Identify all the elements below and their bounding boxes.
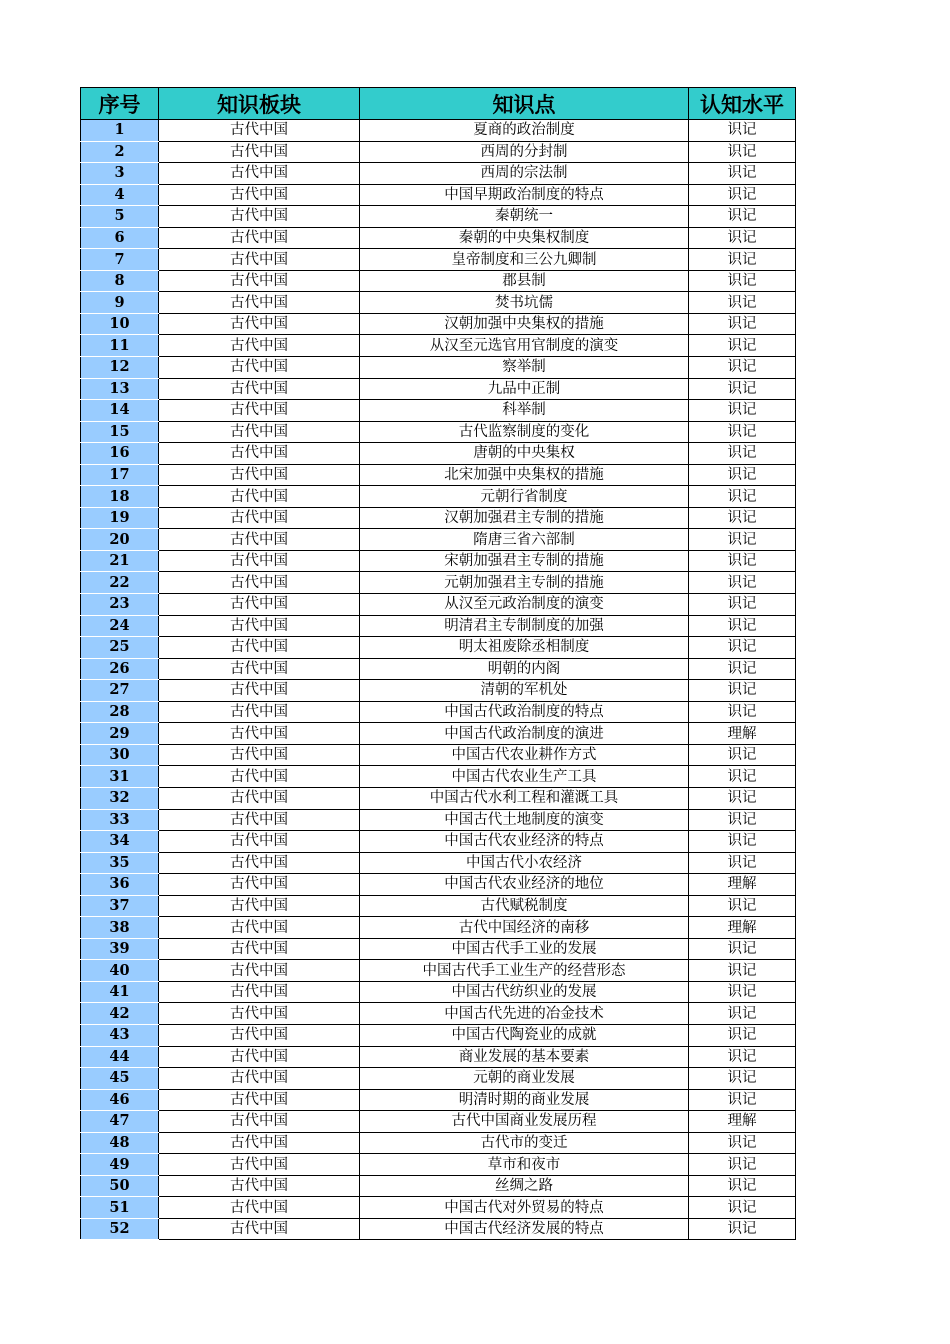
cell-knowledge-point: 中国古代纺织业的发展 [360,981,689,1003]
cell-knowledge-point: 西周的分封制 [360,141,689,163]
table-row [81,486,796,508]
cell-cognitive-level: 识记 [689,680,796,702]
cell-cognitive-level: 理解 [689,917,796,939]
cell-module: 古代中国 [159,120,360,142]
cell-index: 47 [81,1111,159,1133]
cell-index: 6 [81,227,159,249]
cell-knowledge-point: 草市和夜市 [360,1154,689,1176]
table-row [81,1218,796,1240]
cell-index: 7 [81,249,159,271]
cell-index: 9 [81,292,159,314]
cell-index: 37 [81,895,159,917]
cell-knowledge-point: 从汉至元选官用官制度的演变 [360,335,689,357]
cell-cognitive-level: 理解 [689,1111,796,1133]
cell-knowledge-point: 古代中国经济的南移 [360,917,689,939]
cell-index: 39 [81,938,159,960]
cell-knowledge-point: 中国古代农业生产工具 [360,766,689,788]
table-row [81,292,796,314]
cell-knowledge-point: 明太祖废除丞相制度 [360,637,689,659]
table-row [81,184,796,206]
cell-cognitive-level: 识记 [689,981,796,1003]
cell-cognitive-level: 识记 [689,658,796,680]
header-row [81,88,796,120]
cell-cognitive-level: 识记 [689,141,796,163]
cell-cognitive-level: 识记 [689,1132,796,1154]
table-row [81,1197,796,1219]
table-row [81,1132,796,1154]
cell-module: 古代中国 [159,895,360,917]
cell-index: 36 [81,874,159,896]
cell-index: 14 [81,400,159,422]
cell-knowledge-point: 宋朝加强君主专制的措施 [360,550,689,572]
cell-knowledge-point: 明朝的内阁 [360,658,689,680]
table-row [81,831,796,853]
cell-index: 8 [81,270,159,292]
table-row [81,766,796,788]
cell-cognitive-level: 识记 [689,443,796,465]
cell-knowledge-point: 中国古代政治制度的演进 [360,723,689,745]
table-row [81,701,796,723]
cell-module: 古代中国 [159,163,360,185]
cell-knowledge-point: 九品中正制 [360,378,689,400]
cell-module: 古代中国 [159,357,360,379]
header-index: 序号 [81,88,159,120]
cell-module: 古代中国 [159,1024,360,1046]
cell-index: 49 [81,1154,159,1176]
cell-module: 古代中国 [159,680,360,702]
cell-index: 33 [81,809,159,831]
cell-cognitive-level: 识记 [689,1024,796,1046]
cell-module: 古代中国 [159,1132,360,1154]
cell-index: 18 [81,486,159,508]
cell-module: 古代中国 [159,1218,360,1240]
cell-knowledge-point: 元朝行省制度 [360,486,689,508]
cell-index: 4 [81,184,159,206]
table-row [81,917,796,939]
header-cognitive-level: 认知水平 [689,88,796,120]
cell-index: 31 [81,766,159,788]
cell-module: 古代中国 [159,464,360,486]
cell-index: 48 [81,1132,159,1154]
cell-module: 古代中国 [159,1111,360,1133]
table-row [81,895,796,917]
cell-knowledge-point: 中国古代先进的冶金技术 [360,1003,689,1025]
cell-index: 24 [81,615,159,637]
cell-module: 古代中国 [159,615,360,637]
cell-knowledge-point: 唐朝的中央集权 [360,443,689,465]
cell-index: 35 [81,852,159,874]
cell-index: 13 [81,378,159,400]
cell-index: 51 [81,1197,159,1219]
table-row [81,206,796,228]
cell-module: 古代中国 [159,874,360,896]
cell-cognitive-level: 理解 [689,723,796,745]
cell-module: 古代中国 [159,1175,360,1197]
knowledge-points-table [80,87,796,1240]
cell-index: 10 [81,313,159,335]
table-row [81,270,796,292]
table-row [81,938,796,960]
cell-knowledge-point: 焚书坑儒 [360,292,689,314]
cell-knowledge-point: 中国古代农业耕作方式 [360,744,689,766]
cell-index: 23 [81,594,159,616]
cell-knowledge-point: 秦朝统一 [360,206,689,228]
table-row [81,1003,796,1025]
cell-cognitive-level: 识记 [689,227,796,249]
cell-module: 古代中国 [159,507,360,529]
cell-knowledge-point: 汉朝加强君主专制的措施 [360,507,689,529]
cell-index: 38 [81,917,159,939]
cell-cognitive-level: 识记 [689,335,796,357]
cell-module: 古代中国 [159,249,360,271]
cell-cognitive-level: 识记 [689,1197,796,1219]
cell-index: 29 [81,723,159,745]
cell-module: 古代中国 [159,184,360,206]
cell-cognitive-level: 识记 [689,594,796,616]
cell-index: 1 [81,120,159,142]
table-row [81,1024,796,1046]
cell-knowledge-point: 隋唐三省六部制 [360,529,689,551]
cell-cognitive-level: 识记 [689,421,796,443]
cell-module: 古代中国 [159,270,360,292]
cell-knowledge-point: 中国古代政治制度的特点 [360,701,689,723]
table-row [81,1089,796,1111]
cell-module: 古代中国 [159,766,360,788]
cell-cognitive-level: 识记 [689,464,796,486]
cell-module: 古代中国 [159,335,360,357]
cell-index: 52 [81,1218,159,1240]
table-row [81,572,796,594]
cell-module: 古代中国 [159,981,360,1003]
cell-knowledge-point: 夏商的政治制度 [360,120,689,142]
cell-index: 44 [81,1046,159,1068]
cell-cognitive-level: 识记 [689,400,796,422]
cell-index: 12 [81,357,159,379]
cell-cognitive-level: 识记 [689,120,796,142]
cell-module: 古代中国 [159,486,360,508]
table-row [81,852,796,874]
table-row [81,744,796,766]
table-row [81,249,796,271]
cell-cognitive-level: 识记 [689,938,796,960]
table-row [81,443,796,465]
cell-knowledge-point: 科举制 [360,400,689,422]
table-row [81,594,796,616]
cell-knowledge-point: 元朝加强君主专制的措施 [360,572,689,594]
cell-knowledge-point: 西周的宗法制 [360,163,689,185]
cell-module: 古代中国 [159,572,360,594]
cell-index: 11 [81,335,159,357]
table-row [81,227,796,249]
cell-cognitive-level: 识记 [689,313,796,335]
cell-knowledge-point: 中国古代经济发展的特点 [360,1218,689,1240]
table-row [81,680,796,702]
cell-module: 古代中国 [159,1046,360,1068]
cell-index: 43 [81,1024,159,1046]
cell-module: 古代中国 [159,831,360,853]
cell-knowledge-point: 从汉至元政治制度的演变 [360,594,689,616]
cell-index: 41 [81,981,159,1003]
cell-index: 2 [81,141,159,163]
table-row [81,960,796,982]
cell-module: 古代中国 [159,960,360,982]
cell-knowledge-point: 中国古代对外贸易的特点 [360,1197,689,1219]
cell-module: 古代中国 [159,400,360,422]
cell-knowledge-point: 郡县制 [360,270,689,292]
cell-cognitive-level: 识记 [689,292,796,314]
cell-cognitive-level: 识记 [689,163,796,185]
cell-module: 古代中国 [159,1003,360,1025]
cell-cognitive-level: 识记 [689,507,796,529]
cell-module: 古代中国 [159,1154,360,1176]
cell-index: 46 [81,1089,159,1111]
cell-module: 古代中国 [159,787,360,809]
cell-index: 20 [81,529,159,551]
cell-knowledge-point: 皇帝制度和三公九卿制 [360,249,689,271]
cell-module: 古代中国 [159,141,360,163]
cell-index: 3 [81,163,159,185]
table-row [81,1046,796,1068]
cell-module: 古代中国 [159,744,360,766]
table-row [81,809,796,831]
cell-cognitive-level: 识记 [689,1089,796,1111]
cell-cognitive-level: 识记 [689,766,796,788]
cell-knowledge-point: 明清时期的商业发展 [360,1089,689,1111]
cell-module: 古代中国 [159,550,360,572]
cell-index: 17 [81,464,159,486]
cell-cognitive-level: 识记 [689,1003,796,1025]
table-row [81,658,796,680]
cell-index: 27 [81,680,159,702]
cell-module: 古代中国 [159,1089,360,1111]
cell-cognitive-level: 识记 [689,184,796,206]
cell-cognitive-level: 识记 [689,206,796,228]
cell-module: 古代中国 [159,852,360,874]
cell-knowledge-point: 丝绸之路 [360,1175,689,1197]
cell-knowledge-point: 中国早期政治制度的特点 [360,184,689,206]
table-row [81,615,796,637]
cell-knowledge-point: 古代赋税制度 [360,895,689,917]
cell-module: 古代中国 [159,1197,360,1219]
table-row [81,1111,796,1133]
cell-cognitive-level: 识记 [689,572,796,594]
cell-cognitive-level: 识记 [689,960,796,982]
cell-module: 古代中国 [159,378,360,400]
table-row [81,400,796,422]
cell-module: 古代中国 [159,206,360,228]
cell-cognitive-level: 识记 [689,895,796,917]
cell-cognitive-level: 识记 [689,1068,796,1090]
cell-module: 古代中国 [159,938,360,960]
cell-module: 古代中国 [159,594,360,616]
cell-knowledge-point: 古代市的变迁 [360,1132,689,1154]
cell-module: 古代中国 [159,917,360,939]
cell-knowledge-point: 中国古代农业经济的地位 [360,874,689,896]
table-row [81,141,796,163]
table-row [81,874,796,896]
cell-cognitive-level: 识记 [689,529,796,551]
cell-knowledge-point: 中国古代手工业生产的经营形态 [360,960,689,982]
cell-knowledge-point: 中国古代土地制度的演变 [360,809,689,831]
table-row [81,637,796,659]
table-row [81,357,796,379]
cell-index: 5 [81,206,159,228]
cell-cognitive-level: 识记 [689,1175,796,1197]
cell-cognitive-level: 识记 [689,357,796,379]
cell-cognitive-level: 识记 [689,744,796,766]
cell-cognitive-level: 识记 [689,550,796,572]
cell-index: 21 [81,550,159,572]
cell-module: 古代中国 [159,227,360,249]
table-row [81,163,796,185]
cell-index: 34 [81,831,159,853]
cell-knowledge-point: 秦朝的中央集权制度 [360,227,689,249]
cell-cognitive-level: 识记 [689,1218,796,1240]
cell-knowledge-point: 明清君主专制制度的加强 [360,615,689,637]
cell-knowledge-point: 中国古代陶瓷业的成就 [360,1024,689,1046]
cell-module: 古代中国 [159,292,360,314]
cell-cognitive-level: 识记 [689,787,796,809]
cell-module: 古代中国 [159,421,360,443]
cell-knowledge-point: 中国古代小农经济 [360,852,689,874]
cell-module: 古代中国 [159,723,360,745]
cell-cognitive-level: 识记 [689,852,796,874]
cell-index: 19 [81,507,159,529]
table-row [81,378,796,400]
cell-cognitive-level: 理解 [689,874,796,896]
cell-cognitive-level: 识记 [689,1154,796,1176]
cell-knowledge-point: 中国古代手工业的发展 [360,938,689,960]
cell-cognitive-level: 识记 [689,1046,796,1068]
cell-module: 古代中国 [159,443,360,465]
cell-module: 古代中国 [159,313,360,335]
table-row [81,723,796,745]
cell-knowledge-point: 中国古代水利工程和灌溉工具 [360,787,689,809]
cell-index: 50 [81,1175,159,1197]
table-row [81,550,796,572]
cell-module: 古代中国 [159,1068,360,1090]
table-row [81,529,796,551]
cell-knowledge-point: 古代监察制度的变化 [360,421,689,443]
cell-knowledge-point: 北宋加强中央集权的措施 [360,464,689,486]
table-row [81,120,796,142]
cell-module: 古代中国 [159,529,360,551]
table-row [81,335,796,357]
header-knowledge-point: 知识点 [360,88,689,120]
cell-knowledge-point: 元朝的商业发展 [360,1068,689,1090]
cell-index: 25 [81,637,159,659]
cell-index: 28 [81,701,159,723]
cell-cognitive-level: 识记 [689,637,796,659]
cell-knowledge-point: 察举制 [360,357,689,379]
cell-cognitive-level: 识记 [689,809,796,831]
cell-index: 15 [81,421,159,443]
cell-index: 16 [81,443,159,465]
cell-knowledge-point: 中国古代农业经济的特点 [360,831,689,853]
cell-cognitive-level: 识记 [689,831,796,853]
cell-cognitive-level: 识记 [689,615,796,637]
cell-module: 古代中国 [159,658,360,680]
table-row [81,1175,796,1197]
cell-knowledge-point: 古代中国商业发展历程 [360,1111,689,1133]
cell-module: 古代中国 [159,701,360,723]
cell-index: 45 [81,1068,159,1090]
cell-index: 30 [81,744,159,766]
cell-index: 40 [81,960,159,982]
cell-cognitive-level: 识记 [689,701,796,723]
cell-cognitive-level: 识记 [689,378,796,400]
cell-index: 26 [81,658,159,680]
cell-knowledge-point: 清朝的军机处 [360,680,689,702]
cell-knowledge-point: 汉朝加强中央集权的措施 [360,313,689,335]
table-row [81,1154,796,1176]
cell-index: 42 [81,1003,159,1025]
cell-module: 古代中国 [159,637,360,659]
table-row [81,464,796,486]
cell-module: 古代中国 [159,809,360,831]
table-row [81,313,796,335]
cell-index: 32 [81,787,159,809]
cell-index: 22 [81,572,159,594]
cell-cognitive-level: 识记 [689,249,796,271]
cell-cognitive-level: 识记 [689,270,796,292]
table-row [81,1068,796,1090]
table-row [81,981,796,1003]
header-module: 知识板块 [159,88,360,120]
cell-knowledge-point: 商业发展的基本要素 [360,1046,689,1068]
cell-cognitive-level: 识记 [689,486,796,508]
table-row [81,507,796,529]
table-row [81,421,796,443]
table-row [81,787,796,809]
